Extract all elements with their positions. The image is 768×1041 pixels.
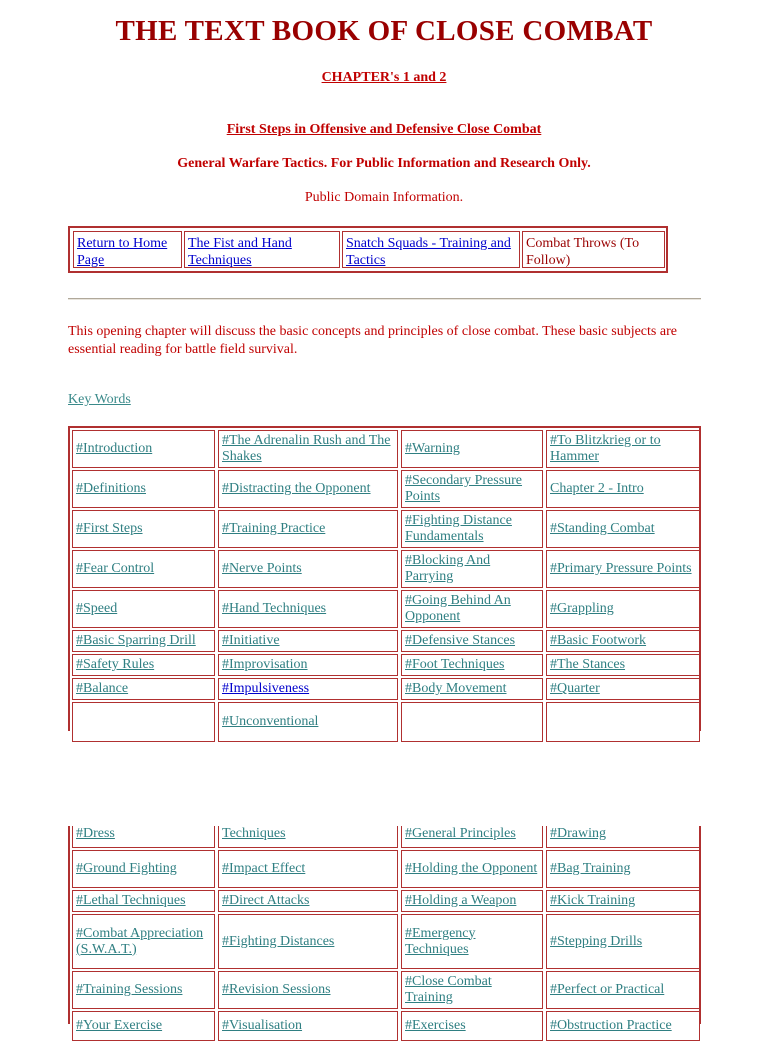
key-word-cell: [401, 678, 543, 700]
key-word-cell: [72, 430, 215, 468]
key-word-link[interactable]: #Training Practice: [222, 521, 326, 536]
key-word-link[interactable]: #To Blitzkrieg or to Hammer: [550, 433, 661, 464]
key-word-cell: [218, 702, 398, 742]
key-word-cell: [218, 850, 398, 888]
key-word-link[interactable]: #Speed: [76, 601, 118, 616]
key-word-link[interactable]: #Fear Control: [76, 561, 155, 576]
key-word-link[interactable]: #Definitions: [76, 481, 146, 496]
key-word-link[interactable]: #Going Behind An Opponent: [405, 593, 511, 624]
key-word-link[interactable]: #Ground Fighting: [76, 861, 177, 876]
snatch-squads-link[interactable]: Snatch Squads - Training and Tactics: [346, 236, 511, 268]
key-word-cell: [72, 971, 215, 1009]
key-word-link[interactable]: #Body Movement: [405, 681, 507, 696]
key-word-link[interactable]: #Basic Footwork: [550, 633, 647, 648]
divider: [68, 298, 701, 300]
key-word-cell: [546, 890, 700, 912]
key-word-cell: [218, 590, 398, 628]
key-word-cell: [401, 890, 543, 912]
key-word-cell: [218, 510, 398, 548]
key-word-link[interactable]: #Grappling: [550, 601, 614, 616]
key-word-link[interactable]: #Defensive Stances: [405, 633, 516, 648]
public-domain-notice: Public Domain Information.: [304, 190, 464, 205]
key-word-link[interactable]: Chapter 2 - Intro: [550, 481, 644, 496]
key-word-cell: [218, 550, 398, 588]
key-word-link[interactable]: #General Principles: [405, 826, 516, 841]
key-word-link[interactable]: #Impact Effect: [222, 861, 306, 876]
key-word-cell: [401, 1011, 543, 1041]
key-word-link[interactable]: #Nerve Points: [222, 561, 302, 576]
key-word-link[interactable]: Techniques: [222, 826, 286, 841]
key-word-cell: [546, 654, 700, 676]
intro-paragraph: This opening chapter will discuss the basic concepts and principles of close combat. These basic subjects are essential reading for battle field survival.: [68, 324, 677, 357]
subtitle: First Steps in Offensive and Defensive Close Combat: [226, 122, 542, 137]
key-word-link[interactable]: #Your Exercise: [76, 1018, 163, 1033]
key-word-cell: [218, 826, 398, 848]
key-word-cell: [401, 630, 543, 652]
key-word-cell: [546, 971, 700, 1009]
key-word-link[interactable]: #Stepping Drills: [550, 933, 643, 949]
key-word-cell: [72, 654, 215, 676]
key-word-cell: [401, 550, 543, 588]
key-word-cell: [401, 914, 543, 969]
key-word-link[interactable]: #Fighting Distance Fundamentals: [405, 513, 512, 544]
fist-hand-link[interactable]: The Fist and Hand Techniques: [188, 236, 292, 268]
key-word-cell: [546, 826, 700, 848]
key-word-cell: [218, 1011, 398, 1041]
key-word-link[interactable]: #Foot Techniques: [405, 657, 505, 672]
key-word-link[interactable]: #Close Combat Training: [405, 974, 492, 1005]
key-word-cell: [72, 550, 215, 588]
key-word-cell: [218, 914, 398, 969]
key-word-link[interactable]: #Kick Training: [550, 893, 636, 908]
key-word-cell: [546, 470, 700, 508]
key-word-link[interactable]: #Impulsiveness: [222, 681, 310, 696]
key-word-link[interactable]: #Lethal Techniques: [76, 893, 186, 908]
key-word-link[interactable]: #Hand Techniques: [222, 601, 327, 616]
key-word-cell: [218, 890, 398, 912]
key-word-link[interactable]: #Visualisation: [222, 1018, 303, 1033]
key-word-link[interactable]: #Revision Sessions: [222, 982, 331, 997]
key-word-link[interactable]: #Introduction: [76, 441, 153, 456]
key-word-cell: [72, 914, 215, 969]
key-word-link[interactable]: #Standing Combat: [550, 521, 655, 536]
key-word-link[interactable]: #Initiative: [222, 633, 280, 648]
key-word-cell: [401, 470, 543, 508]
key-word-cell: [401, 826, 543, 848]
key-word-link[interactable]: #Warning: [405, 441, 460, 456]
key-word-cell: [546, 510, 700, 548]
key-word-cell: [72, 826, 215, 848]
key-word-link[interactable]: #Balance: [76, 681, 129, 696]
key-word-link[interactable]: #Dress: [76, 826, 115, 841]
key-word-link[interactable]: #Improvisation: [222, 657, 308, 672]
key-word-cell: [546, 1011, 700, 1041]
key-word-cell: [218, 654, 398, 676]
key-word-cell: [218, 470, 398, 508]
key-word-cell: [72, 702, 215, 742]
key-words-table-continued: [68, 826, 701, 1033]
combat-throws-label: Combat Throws (To Follow): [526, 236, 640, 268]
key-word-cell: [401, 430, 543, 468]
key-word-link[interactable]: #Direct Attacks: [222, 893, 310, 908]
key-word-cell: [401, 971, 543, 1009]
key-word-cell: [218, 678, 398, 700]
key-word-link[interactable]: #Bag Training: [550, 861, 631, 876]
key-word-cell: [72, 510, 215, 548]
key-word-link[interactable]: #Perfect or Practical: [550, 982, 665, 997]
key-word-cell: [401, 850, 543, 888]
key-word-cell: [546, 914, 700, 969]
key-word-cell: [546, 850, 700, 888]
key-word-cell: [546, 678, 700, 700]
key-word-link[interactable]: #Quarter: [550, 681, 600, 696]
key-words-table: [68, 426, 701, 731]
key-word-cell: [401, 654, 543, 676]
key-word-link[interactable]: #Fighting Distances: [222, 933, 335, 949]
key-word-cell: [72, 850, 215, 888]
key-word-link[interactable]: #Safety Rules: [76, 657, 155, 672]
key-word-cell: [218, 430, 398, 468]
key-word-cell: [401, 590, 543, 628]
key-word-cell: [72, 590, 215, 628]
key-word-cell: [546, 590, 700, 628]
key-word-cell: [546, 430, 700, 468]
key-word-cell: [72, 470, 215, 508]
key-word-link[interactable]: #Secondary Pressure Points: [405, 473, 523, 504]
chapter-heading: CHAPTER's 1 and 2: [321, 70, 447, 85]
key-word-cell: [546, 630, 700, 652]
key-word-cell: [546, 702, 700, 742]
key-word-link[interactable]: #Blocking And Parrying: [405, 553, 491, 584]
nav-table: [68, 226, 668, 273]
key-word-link[interactable]: #Holding a Weapon: [405, 893, 517, 908]
key-word-cell: [72, 678, 215, 700]
key-word-cell: [401, 510, 543, 548]
key-word-cell: [72, 630, 215, 652]
key-word-cell: [218, 630, 398, 652]
page-title: THE TEXT BOOK OF CLOSE COMBAT: [115, 15, 653, 47]
key-word-link[interactable]: #Obstruction Practice: [550, 1018, 672, 1033]
key-word-link[interactable]: #Combat Appreciation (S.W.A.T.): [76, 925, 204, 957]
key-word-link[interactable]: #Unconventional: [222, 714, 319, 729]
key-word-cell: [546, 550, 700, 588]
key-word-link[interactable]: #Drawing: [550, 826, 606, 841]
key-word-cell: [72, 1011, 215, 1041]
key-word-link[interactable]: #Holding the Opponent: [405, 861, 538, 876]
key-word-link[interactable]: #Exercises: [405, 1018, 466, 1033]
nav-cell-throws: [522, 231, 665, 268]
key-word-link[interactable]: #Primary Pressure Points: [550, 561, 692, 576]
nav-cell-home: [73, 231, 182, 268]
key-word-link[interactable]: #Basic Sparring Drill: [76, 633, 196, 648]
key-word-link[interactable]: #Training Sessions: [76, 982, 183, 997]
key-word-cell: [72, 890, 215, 912]
return-home-link[interactable]: Return to Home Page: [77, 236, 168, 268]
key-word-link[interactable]: #The Adrenalin Rush and The Shakes: [222, 433, 391, 464]
key-word-cell: [218, 971, 398, 1009]
key-word-link[interactable]: #Distracting the Opponent: [222, 481, 371, 496]
key-word-cell: [401, 702, 543, 742]
warfare-notice: General Warfare Tactics. For Public Information and Research Only.: [177, 156, 591, 171]
nav-cell-fist: [184, 231, 340, 268]
key-words-link[interactable]: Key Words: [68, 392, 131, 407]
key-word-link[interactable]: #Emergency Techniques: [405, 925, 476, 957]
nav-cell-snatch: [342, 231, 520, 268]
key-word-link[interactable]: #First Steps: [76, 521, 143, 536]
key-word-link[interactable]: #The Stances: [550, 657, 626, 672]
